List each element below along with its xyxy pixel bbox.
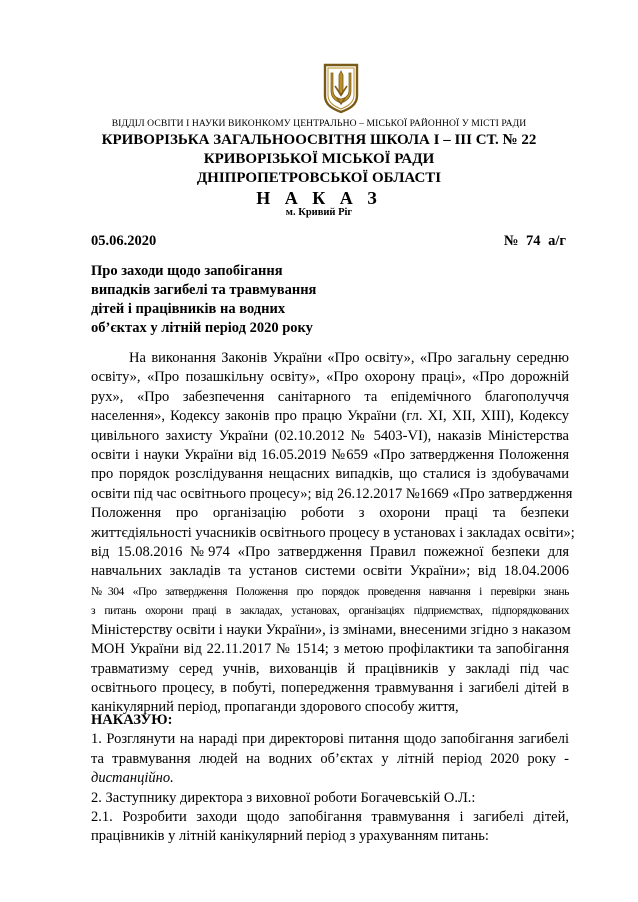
order-item-1-note: дистанційно.: [91, 770, 174, 787]
document-type: Н А К А З: [256, 188, 382, 208]
department-name: ВІДДІЛ ОСВІТИ І НАУКИ ВИКОНКОМУ ЦЕНТРАЛЬНО – МІСЬКОЇ РАЙОННОЇ У МІСТІ РАДИ: [111, 118, 527, 129]
orders-heading: НАКАЗУЮ:: [91, 712, 173, 728]
preamble-line: освіти і науки України від 16.05.2019 №659 «Про затвердження Положення: [91, 447, 569, 464]
preamble-line: цивільного захисту України (02.10.2012 № 5403-VI), наказів Міністерства: [91, 427, 569, 444]
preamble-line: навчальних закладів та установ системи освіти України»; від 18.04.2006: [91, 563, 569, 580]
subject-line: Про заходи щодо запобігання: [91, 263, 283, 279]
preamble-line: освітнього процесу, в побуті, попередження травмування і загибелі дітей в: [91, 679, 569, 696]
order-number: № 74 а/г: [503, 233, 566, 249]
preamble-line: від 15.08.2016 №974 «Про затвердження Правил пожежної безпеки для: [91, 544, 569, 561]
preamble-line: Положення про організацію роботи з охорони праці та безпеки: [91, 505, 569, 522]
council-name: КРИВОРІЗЬКОЇ МІСЬКОЇ РАДИ: [203, 151, 435, 167]
preamble-line: освіту», «Про позашкільну освіту», «Про охорону праці», «Про дорожній: [91, 369, 569, 386]
preamble-line: №304 «Про затвердження Положення про порядок проведення навчання і перевірки знань: [91, 584, 569, 598]
preamble-line: населення», Кодексу законів про працю України (гл. XI, XII, XIII), Кодексу: [91, 408, 569, 425]
preamble-line: життєдіяльності учасників освітнього процесу в установах і закладах освіти»;: [91, 524, 575, 541]
order-item-2-1: 2.1. Розробити заходи щодо запобігання травмування і загибелі дітей,: [91, 809, 569, 826]
preamble-line: освіти під час освітнього процесу»; від 26.12.2017 №1669 «Про затвердження: [91, 485, 573, 502]
order-item-2-1-cont: працівників у літній канікулярний період з урахуванням питань:: [91, 828, 489, 845]
orders-section: [91, 711, 569, 847]
preamble-line: рух», «Про забезпечення санітарного та епідемічного благополуччя: [91, 388, 569, 405]
preamble-line: Міністерству освіти і науки України», із змінами, внесеними згідно з наказом: [91, 621, 571, 638]
subject-line: випадків загибелі та травмування: [91, 282, 317, 298]
preamble-line: На виконання Законів України «Про освіту», «Про загальну середню: [129, 350, 569, 366]
order-item-1-cont: та травмування людей на водних об’єктах у літній період 2020 року -: [91, 750, 569, 767]
preamble-line: травматизму серед учнів, вихованців й працівників у закладі під час: [91, 660, 569, 677]
preamble-line: канікулярний період, пропаганди здорового способу життя,: [91, 699, 459, 716]
coat-of-arms-icon: [322, 62, 360, 114]
region-name: ДНІПРОПЕТРОВСЬКОЇ ОБЛАСТІ: [196, 170, 442, 186]
preamble-line: про порядок розслідування нещасних випадків, що сталися із здобувачами: [91, 466, 569, 483]
order-date: 05.06.2020: [91, 233, 157, 249]
subject-line: дітей і працівників на водних: [91, 301, 286, 317]
preamble-line: з питань охорони праці в закладах, установах, організаціях підприємствах, підпорядкованих: [91, 604, 569, 618]
preamble-line: МОН України від 22.11.2017 № 1514; з метою профілактики та запобігання: [91, 641, 569, 658]
school-name: КРИВОРІЗЬКА ЗАГАЛЬНООСВІТНЯ ШКОЛА І – ІІІ СТ. № 22: [101, 132, 537, 148]
order-item-1: 1. Розглянути на нараді при директорові питання щодо запобігання загибелі: [91, 731, 569, 748]
city-name: м. Кривий Ріг: [285, 207, 353, 218]
preamble-paragraph: [91, 349, 575, 718]
subject-line: об’єктах у літній період 2020 року: [91, 320, 313, 336]
order-item-2: 2. Заступнику директора з виховної роботи Богачевській О.Л.:: [91, 789, 476, 806]
order-subject: [91, 262, 391, 338]
